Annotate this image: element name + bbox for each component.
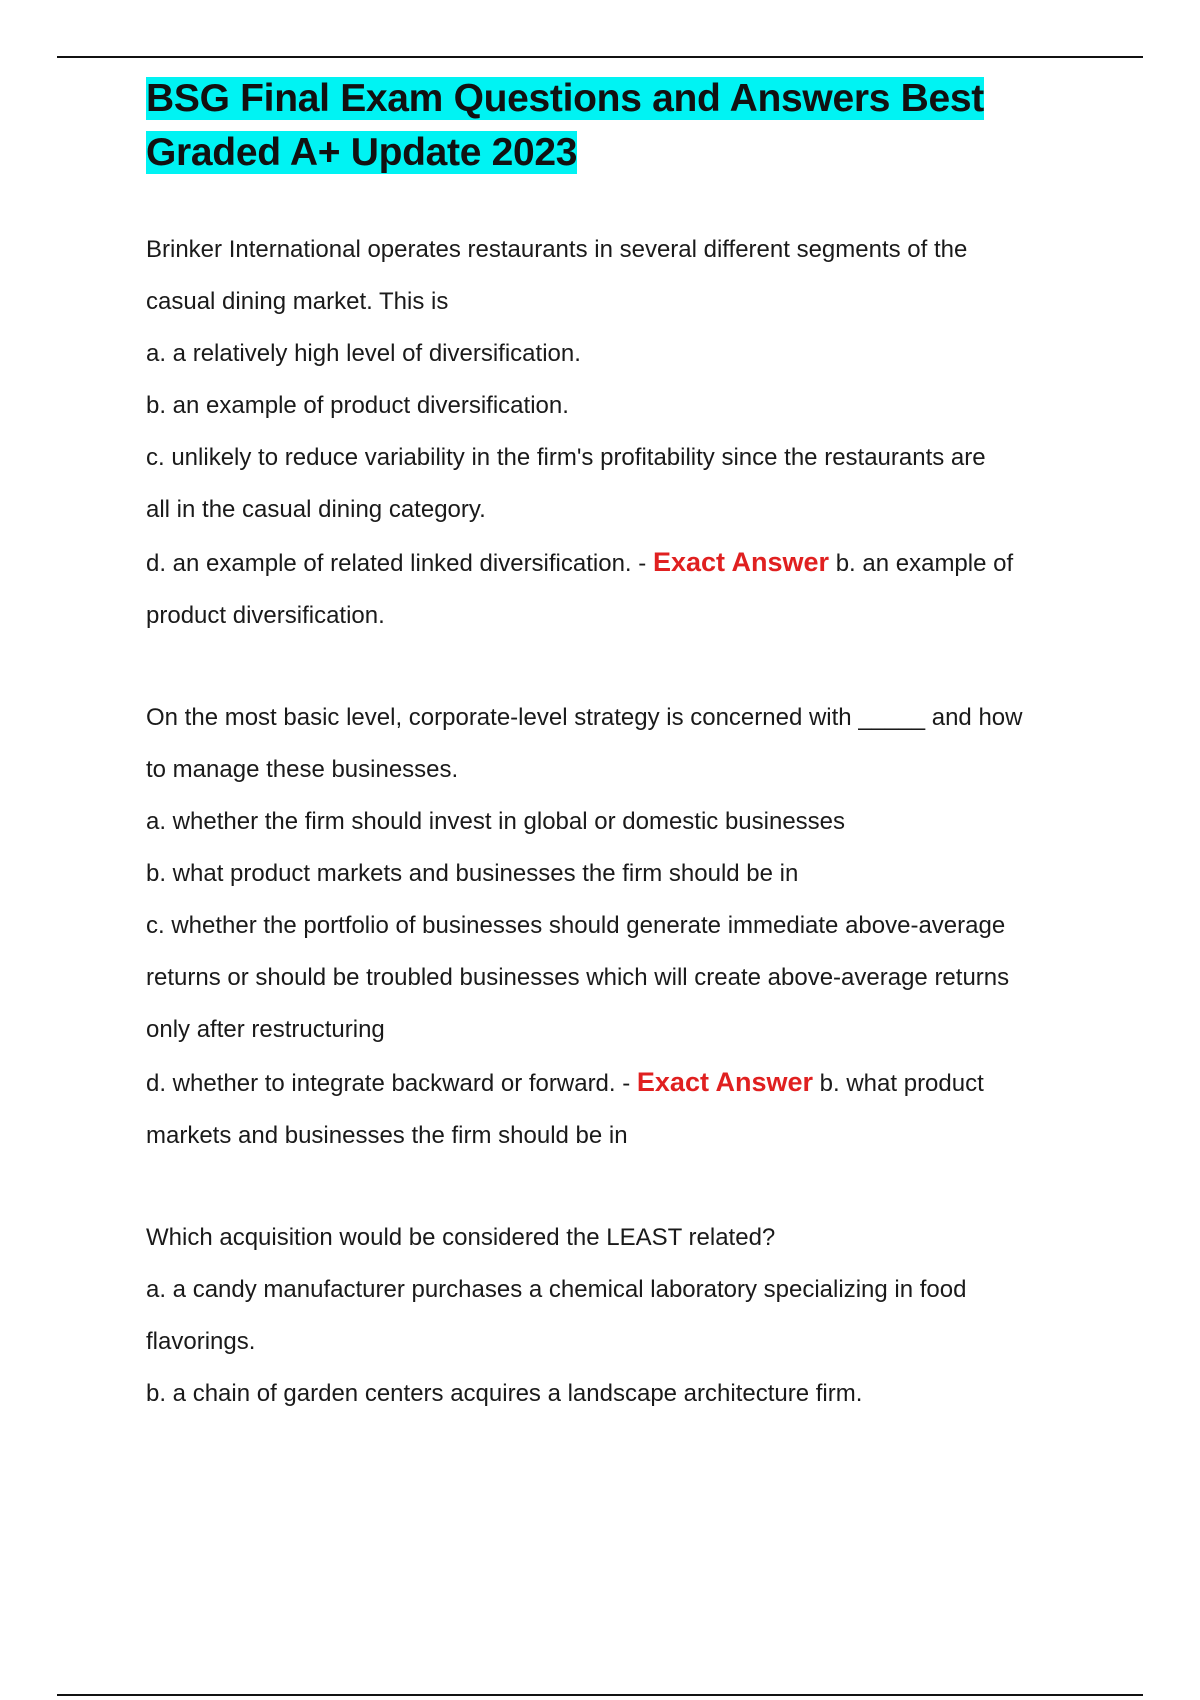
option-c: c. unlikely to reduce variability in the firm's profitability since the restaurants are: [146, 444, 986, 471]
option-a: a. a relatively high level of diversification.: [146, 340, 581, 367]
option-c: returns or should be troubled businesses which will create above-average returns: [146, 964, 1010, 991]
option-d-with-answer: [146, 1056, 1086, 1110]
question-stem: Which acquisition would be considered the LEAST related?: [146, 1224, 776, 1251]
question-stem: On the most basic level, corporate-level strategy is concerned with _____ and how: [146, 704, 1023, 731]
document-page: [146, 72, 1086, 1470]
option-a: flavorings.: [146, 1328, 256, 1355]
option-c: all in the casual dining category.: [146, 496, 486, 523]
option-d: d. an example of related linked diversification. -: [146, 550, 653, 577]
option-d-with-answer: [146, 536, 1086, 590]
question-stem: Brinker International operates restaurants in several different segments of the: [146, 236, 968, 263]
header-rule: [57, 56, 1143, 58]
option-b: b. a chain of garden centers acquires a landscape architecture firm.: [146, 1380, 863, 1407]
option-d: d. whether to integrate backward or forward. -: [146, 1070, 637, 1097]
option-c: only after restructuring: [146, 1016, 385, 1043]
answer-text: b. what product: [813, 1070, 984, 1097]
footer-rule: [57, 1694, 1143, 1696]
question-stem: casual dining market. This is: [146, 288, 449, 315]
option-b: b. an example of product diversification.: [146, 392, 569, 419]
option-c: c. whether the portfolio of businesses should generate immediate above-average: [146, 912, 1006, 939]
exact-answer-label: Exact Answer: [652, 547, 830, 577]
answer-text: b. an example of: [829, 550, 1014, 577]
question-3: [146, 1212, 1086, 1420]
exact-answer-label: Exact Answer: [636, 1067, 813, 1097]
title-line-1: BSG Final Exam Questions and Answers Best: [146, 77, 984, 120]
title-line-2: Graded A+ Update 2023: [146, 131, 578, 174]
question-list: [146, 224, 1086, 1420]
option-a: a. whether the firm should invest in global or domestic businesses: [146, 808, 846, 835]
question-1: [146, 224, 1086, 642]
question-2: [146, 692, 1086, 1162]
option-b: b. what product markets and businesses the firm should be in: [146, 860, 799, 887]
answer-text: product diversification.: [146, 602, 385, 629]
answer-text: markets and businesses the firm should be in: [146, 1122, 628, 1149]
document-title: [146, 72, 1086, 180]
option-a: a. a candy manufacturer purchases a chemical laboratory specializing in food: [146, 1276, 967, 1303]
question-stem: to manage these businesses.: [146, 756, 459, 783]
